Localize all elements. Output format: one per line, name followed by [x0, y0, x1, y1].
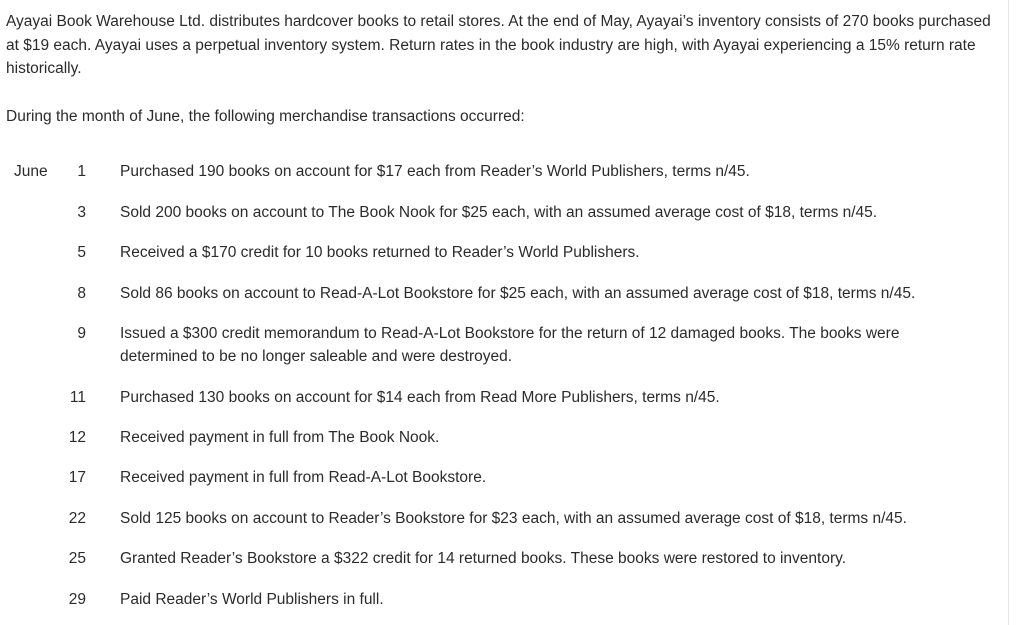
- page-right-divider: [1008, 0, 1009, 625]
- transaction-day: 1: [77, 163, 86, 180]
- transaction-day: 22: [68, 510, 86, 527]
- transaction-day: 17: [68, 469, 86, 486]
- transaction-day: 12: [68, 429, 86, 446]
- transaction-description: Received a $170 credit for 10 books returned to Reader’s World Publishers.: [120, 244, 640, 261]
- transaction-description: Granted Reader’s Bookstore a $322 credit for 14 returned books. These books were restored to inventory.: [120, 550, 847, 567]
- transaction-description: Purchased 190 books on account for $17 each from Reader’s World Publishers, terms n/45.: [120, 163, 750, 180]
- transaction-description: Received payment in full from Read-A-Lot Bookstore.: [120, 469, 487, 486]
- transaction-day: 25: [68, 550, 86, 567]
- transaction-description: Sold 125 books on account to Reader’s Bookstore for $23 each, with an assumed average cost of $18, terms n/45.: [120, 510, 907, 527]
- transaction-day: 8: [77, 285, 86, 302]
- transactions-lead-sentence: During the month of June, the following merchandise transactions occurred:: [6, 108, 525, 125]
- transaction-description: Received payment in full from The Book Nook.: [120, 429, 440, 446]
- transaction-description: Issued a $300 credit memorandum to Read-A-Lot Bookstore for the return of 12 damaged books. The books were determined to be no longer saleable and were destroyed.: [120, 325, 900, 365]
- transaction-description: Sold 86 books on account to Read-A-Lot Bookstore for $25 each, with an assumed average cost of $18, terms n/45.: [120, 285, 916, 302]
- transaction-day: 3: [77, 204, 86, 221]
- intro-paragraph: Ayayai Book Warehouse Ltd. distributes hardcover books to retail stores. At the end of May, Ayayai’s inventory consists of 270 books purchased at $19 each. Ayayai uses a perpetual inventory system. Return rates in the book industry are high, with Ayayai experiencing a 15% return rate historically.: [6, 13, 991, 77]
- transaction-month: June: [14, 163, 48, 180]
- transaction-description: Purchased 130 books on account for $14 each from Read More Publishers, terms n/45.: [120, 389, 720, 406]
- transaction-day: 5: [77, 244, 86, 261]
- transaction-day: 9: [77, 325, 86, 342]
- transaction-description: Sold 200 books on account to The Book Nook for $25 each, with an assumed average cost of $18, terms n/45.: [120, 204, 878, 221]
- transaction-day: 11: [69, 389, 86, 406]
- transaction-day: 29: [68, 591, 86, 608]
- transaction-description: Paid Reader’s World Publishers in full.: [120, 591, 384, 608]
